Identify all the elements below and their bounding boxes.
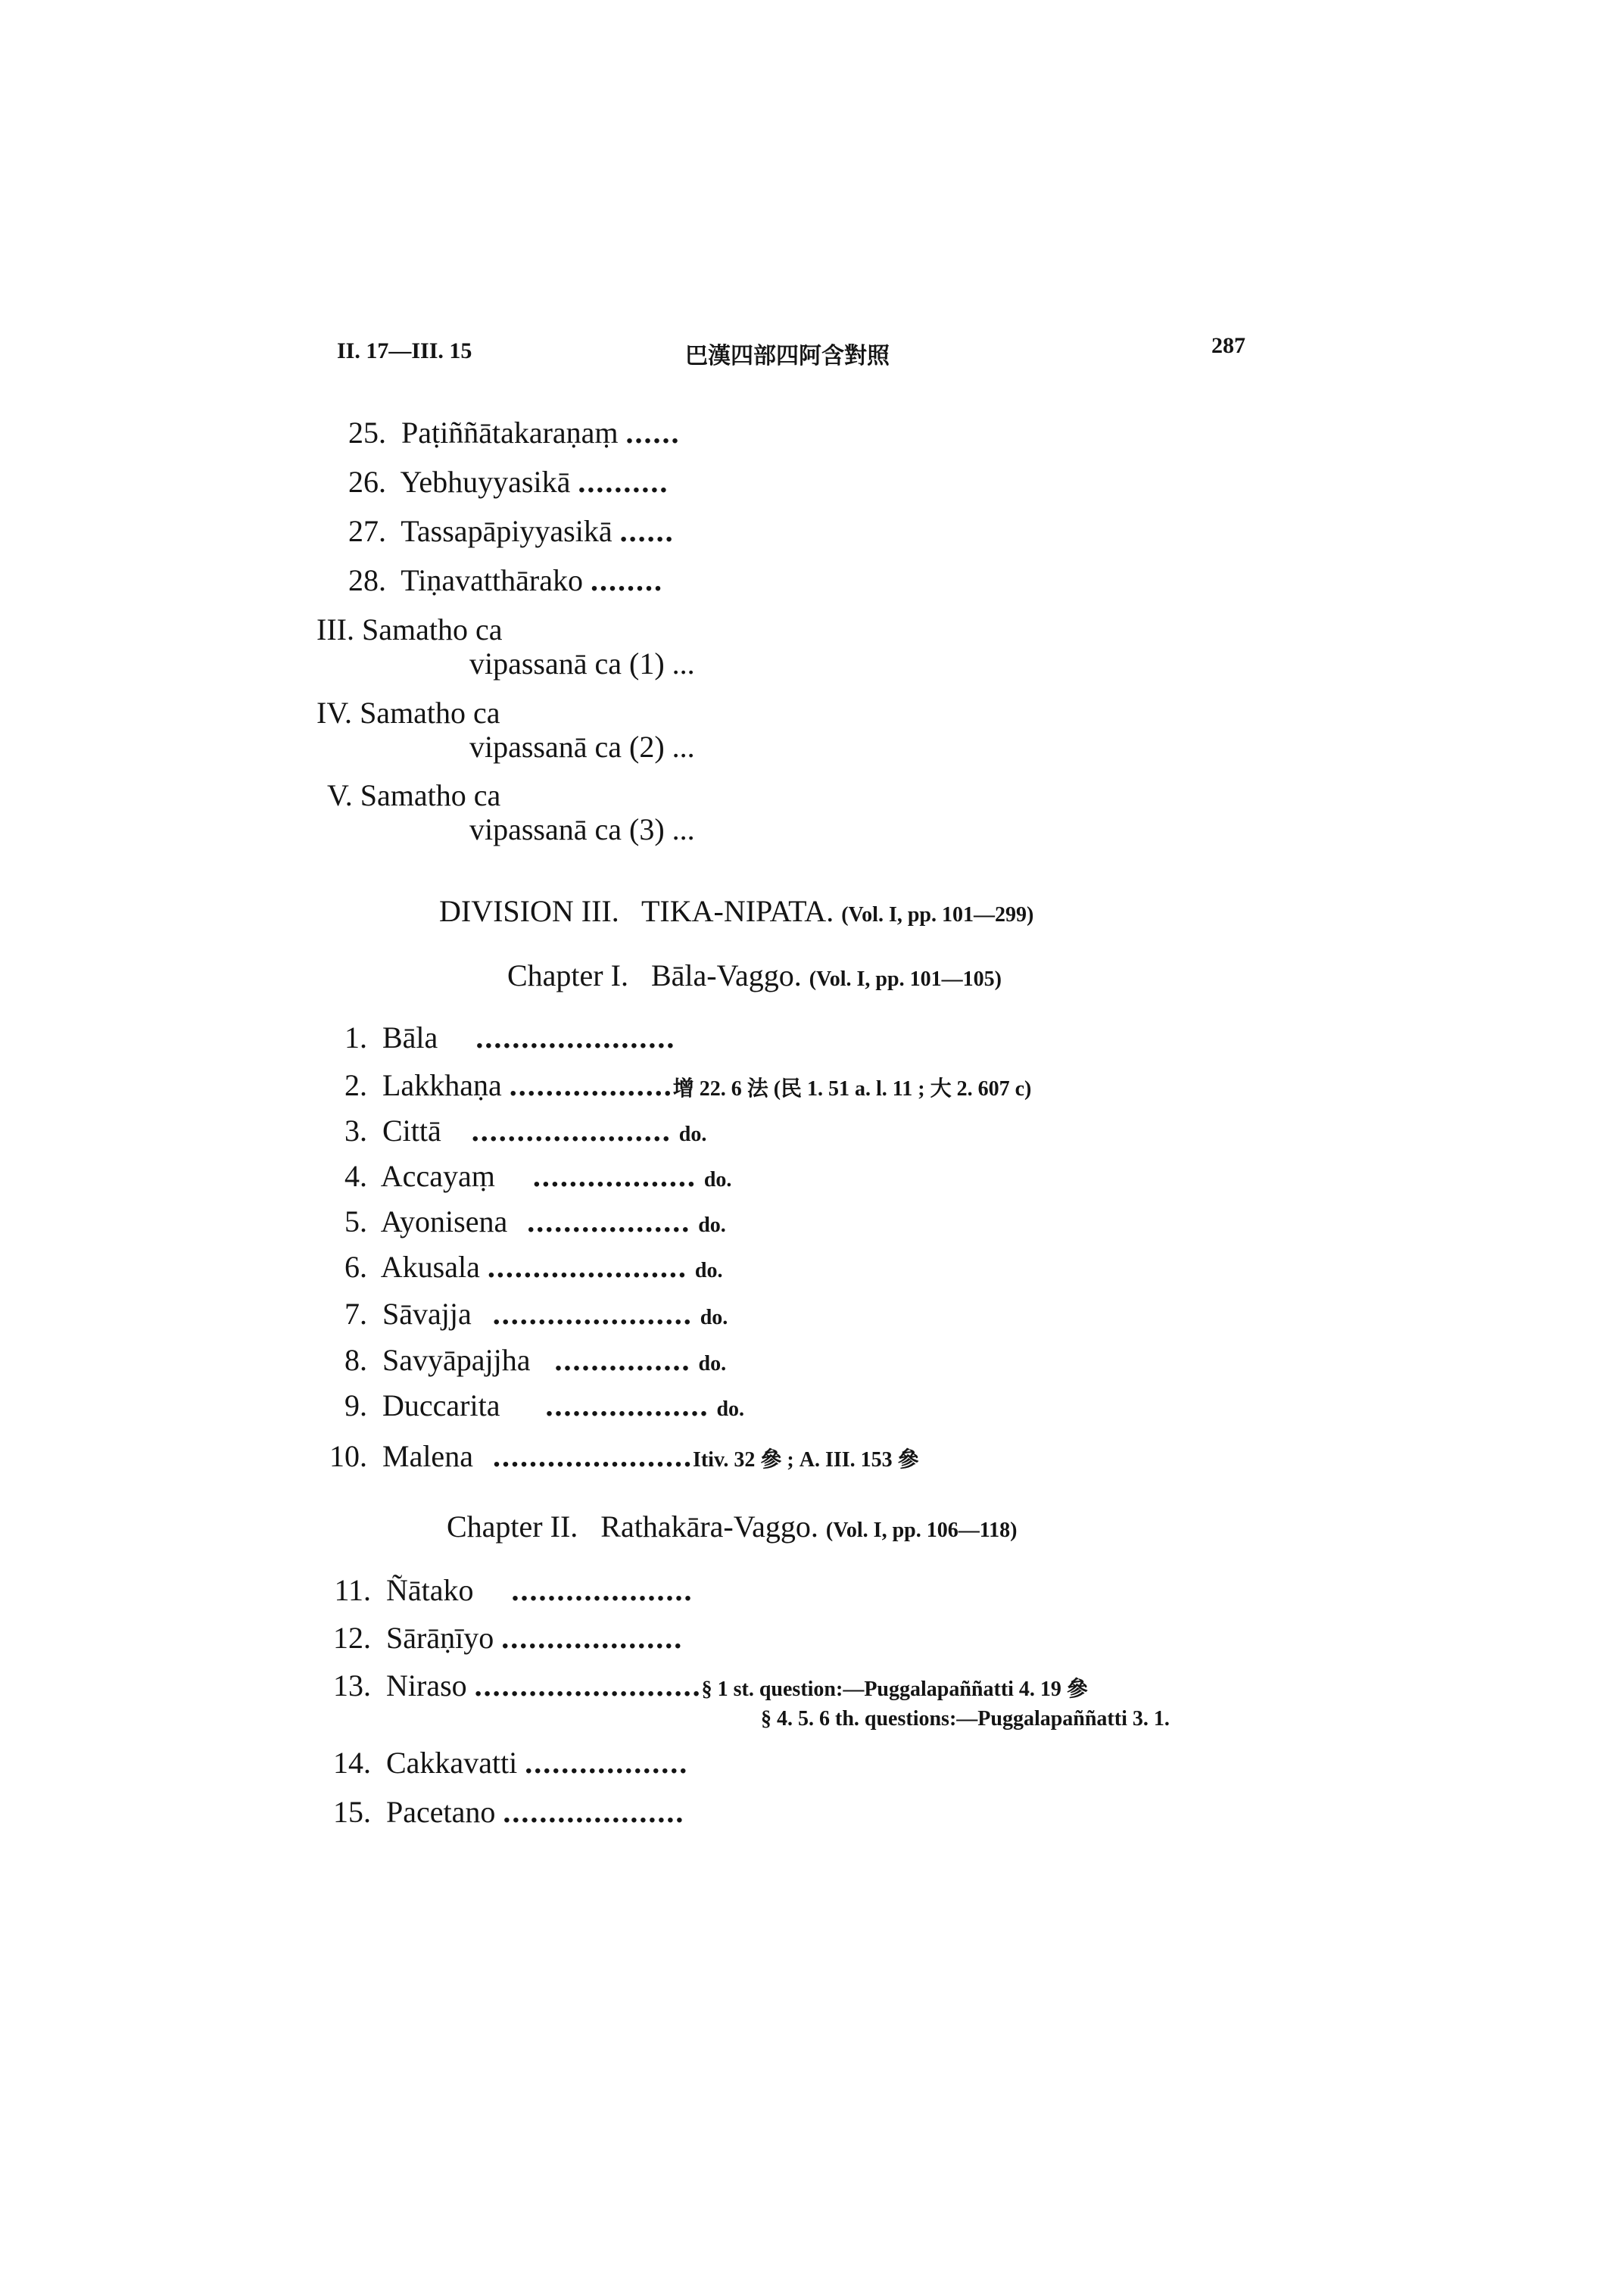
item-reference: do.	[694, 1259, 723, 1282]
chapter-heading	[447, 1509, 1018, 1544]
section-heading	[316, 612, 502, 647]
leader-dots: ......................	[475, 1020, 676, 1055]
section-line1: Samatho ca	[360, 778, 501, 812]
list-item	[326, 1620, 683, 1656]
chapter-ref: (Vol. I, pp. 106—118)	[825, 1519, 1018, 1542]
leader-dots: ..................	[525, 1746, 689, 1780]
leader-dots: ......................	[492, 1439, 693, 1473]
section-line1: Samatho ca	[360, 696, 500, 730]
list-item	[326, 1204, 726, 1239]
item-number: 6.	[344, 1250, 367, 1284]
page-number: 287	[1211, 333, 1245, 358]
item-reference: do.	[716, 1397, 745, 1421]
item-title: Akusala	[380, 1250, 480, 1284]
section-heading	[316, 695, 500, 731]
chapter-heading	[507, 958, 1002, 993]
section-line2: vipassanā ca (3) ...	[469, 812, 695, 846]
section-number: V.	[327, 778, 353, 812]
list-item	[326, 1572, 694, 1608]
running-header-left: II. 17—III. 15	[337, 338, 472, 363]
item-reference: do.	[698, 1352, 727, 1375]
list-item	[348, 513, 675, 549]
list-item	[326, 1388, 744, 1423]
item-title: Duccarita	[382, 1388, 500, 1422]
item-title: Tiṇavatthārako	[401, 563, 583, 597]
item-title: Ayonisena	[380, 1204, 508, 1238]
item-reference: § 1 st. question:—Puggalapaññatti 4. 19 參	[701, 1678, 1088, 1701]
leader-dots: .........................	[474, 1668, 702, 1703]
leader-dots: ....................	[503, 1795, 685, 1829]
item-title: Accayaṃ	[380, 1159, 495, 1193]
item-reference-continued: § 4. 5. 6 th. questions:—Puggalapaññatti 3. 1.	[761, 1707, 1170, 1731]
list-item	[326, 1438, 919, 1474]
item-reference: do.	[678, 1123, 707, 1146]
section-line1: Samatho ca	[361, 612, 503, 646]
list-item	[326, 1158, 731, 1194]
item-reference: do.	[703, 1168, 732, 1192]
list-item	[326, 1249, 722, 1285]
item-title: Tassapāpiyyasikā	[401, 514, 613, 548]
item-title: Lakkhaṇa	[382, 1068, 502, 1102]
division-heading	[439, 893, 1033, 929]
item-number: 15.	[333, 1795, 371, 1829]
section-line2: vipassanā ca (2) ...	[469, 730, 695, 764]
leader-dots: ....................	[511, 1573, 694, 1607]
list-item	[348, 562, 663, 598]
chapter-ref: (Vol. I, pp. 101—105)	[809, 967, 1002, 991]
item-title: Paṭiññātakaraṇaṃ	[401, 416, 619, 450]
leader-dots: ......................	[492, 1297, 693, 1331]
item-number: 1.	[344, 1020, 367, 1055]
item-number: 9.	[344, 1388, 367, 1422]
item-reference: do.	[698, 1213, 726, 1237]
leader-dots: ......................	[471, 1114, 672, 1148]
leader-dots: ..................	[532, 1159, 697, 1193]
leader-dots: ..................	[527, 1204, 691, 1238]
item-title: Sāvajja	[382, 1297, 472, 1331]
item-title: Yebhuyyasikā	[400, 465, 571, 499]
item-number: 7.	[344, 1297, 367, 1331]
leader-dots: ......	[625, 416, 681, 450]
section-heading	[327, 777, 500, 813]
item-number: 13.	[333, 1668, 371, 1703]
list-item	[326, 1794, 684, 1830]
chapter-title: Chapter II. Rathakāra-Vaggo.	[447, 1509, 818, 1544]
item-number: 27.	[348, 514, 386, 548]
section-number: III.	[316, 612, 354, 646]
item-number: 5.	[344, 1204, 367, 1238]
item-number: 10.	[329, 1439, 367, 1473]
item-number: 28.	[348, 563, 386, 597]
item-title: Sārāṇīyo	[386, 1621, 494, 1655]
item-reference: do.	[700, 1306, 728, 1329]
item-number: 14.	[333, 1746, 371, 1780]
item-number: 2.	[344, 1068, 367, 1102]
list-item	[326, 1668, 1088, 1703]
leader-dots: ..................	[509, 1068, 673, 1102]
list-item	[348, 415, 681, 450]
item-title: Malena	[382, 1439, 473, 1473]
chapter-title: Chapter I. Bāla-Vaggo.	[507, 958, 802, 992]
division-title: DIVISION III. TIKA-NIPATA.	[439, 894, 834, 928]
item-reference: Itiv. 32 參 ; A. III. 153 參	[692, 1448, 919, 1472]
item-number: 4.	[344, 1159, 367, 1193]
item-title: Pacetano	[386, 1795, 496, 1829]
running-header-title: 巴漢四部四阿含對照	[685, 344, 890, 369]
item-title: Savyāpajjha	[382, 1343, 531, 1377]
list-item	[326, 1296, 728, 1332]
item-number: 11.	[334, 1573, 371, 1607]
item-title: Cittā	[382, 1114, 441, 1148]
item-reference: 增 22. 6 法 (民 1. 51 a. l. 11 ; 大 2. 607 c)	[672, 1077, 1032, 1101]
list-item	[326, 1745, 688, 1781]
list-item	[326, 1020, 675, 1055]
item-title: Niraso	[386, 1668, 467, 1703]
item-number: 3.	[344, 1114, 367, 1148]
section-number: IV.	[316, 696, 353, 730]
item-title: Bāla	[382, 1020, 438, 1055]
leader-dots: ......	[619, 514, 675, 548]
leader-dots: ..........	[578, 465, 669, 499]
item-title: Cakkavatti	[386, 1746, 518, 1780]
list-item	[326, 1113, 706, 1148]
item-number: 8.	[344, 1343, 367, 1377]
item-title: Ñātako	[386, 1573, 474, 1607]
leader-dots: ....................	[501, 1621, 684, 1655]
division-ref: (Vol. I, pp. 101—299)	[841, 903, 1034, 927]
item-number: 12.	[333, 1621, 371, 1655]
leader-dots: ...............	[554, 1343, 691, 1377]
list-item	[326, 1342, 726, 1378]
leader-dots: ..................	[545, 1388, 709, 1422]
item-number: 26.	[348, 465, 386, 499]
list-item	[326, 1067, 1031, 1103]
leader-dots: ........	[590, 563, 663, 597]
section-line2: vipassanā ca (1) ...	[469, 646, 695, 681]
item-number: 25.	[348, 416, 386, 450]
leader-dots: ......................	[487, 1250, 687, 1284]
list-item	[348, 464, 669, 500]
